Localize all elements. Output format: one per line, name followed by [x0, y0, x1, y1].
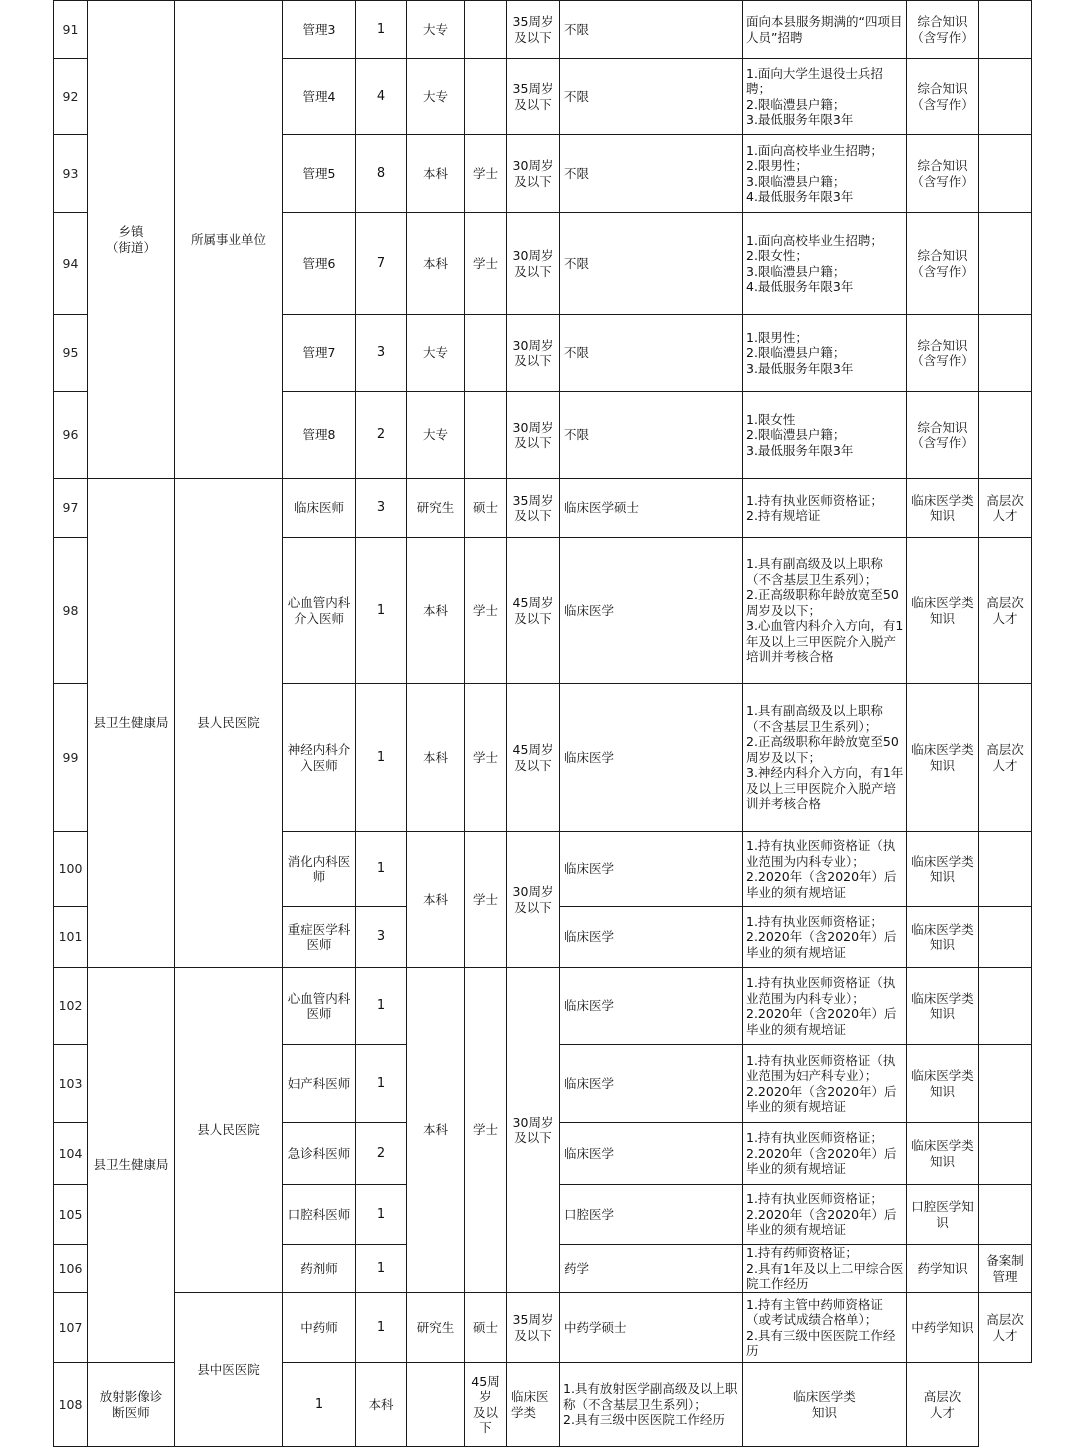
- age-cell: 35周岁 及以下: [507, 1, 560, 59]
- position-cell: 管理8: [283, 392, 356, 479]
- major-cell: 临床医学: [560, 968, 743, 1045]
- department-cell: 乡镇 （街道）: [88, 1, 175, 479]
- major-cell: 临床医学硕士: [560, 479, 743, 538]
- position-cell: 中药师: [283, 1293, 356, 1363]
- degree-cell: [465, 315, 507, 392]
- exam-cell: 临床医学类 知识: [907, 1045, 979, 1123]
- count-cell: 1: [356, 684, 407, 832]
- exam-cell: 综合知识 （含写作）: [907, 315, 979, 392]
- requirements-cell: 1.持有执业医师资格证； 2.2020年（含2020年）后毕业的须有规培证: [743, 1123, 907, 1185]
- education-cell: 研究生: [407, 1293, 465, 1363]
- requirements-cell: 1.面向高校毕业生招聘； 2.限女性； 3.限临澧县户籍； 4.最低服务年限3年: [743, 213, 907, 315]
- requirements-cell: 1.限男性； 2.限临澧县户籍； 3.最低服务年限3年: [743, 315, 907, 392]
- age-cell: 45周岁 及以下: [465, 1363, 507, 1447]
- age-cell: 35周岁 及以下: [507, 1293, 560, 1363]
- major-cell: 临床医学: [560, 907, 743, 968]
- degree-cell: [465, 392, 507, 479]
- remark-cell: [979, 1045, 1032, 1123]
- degree-cell: 硕士: [465, 1293, 507, 1363]
- major-cell: 不限: [560, 59, 743, 135]
- position-cell: 管理3: [283, 1, 356, 59]
- position-cell: 急诊科医师: [283, 1123, 356, 1185]
- row-number: 95: [54, 315, 88, 392]
- remark-cell: [979, 392, 1032, 479]
- age-cell: 30周岁 及以下: [507, 315, 560, 392]
- exam-cell: 临床医学类 知识: [907, 479, 979, 538]
- major-cell: 不限: [560, 392, 743, 479]
- table-row: [54, 968, 1032, 1045]
- degree-cell: [465, 1, 507, 59]
- recruitment-table: [53, 0, 1032, 1447]
- remark-cell: [979, 59, 1032, 135]
- education-cell: 本科: [407, 135, 465, 213]
- row-number: 102: [54, 968, 88, 1045]
- exam-cell: 中药学知识: [907, 1293, 979, 1363]
- remark-cell: [979, 1, 1032, 59]
- age-cell: 30周岁 及以下: [507, 968, 560, 1293]
- requirements-cell: 1.具有副高级及以上职称（不含基层卫生系列）； 2.正高级职称年龄放宽至50周岁及以下； 3.神经内科介入方向，有1年及以上三甲医院介入脱产培训并考核合格: [743, 684, 907, 832]
- remark-cell: 高层次 人才: [979, 684, 1032, 832]
- row-number: 108: [54, 1363, 88, 1447]
- position-cell: 妇产科医师: [283, 1045, 356, 1123]
- education-cell: 大专: [407, 1, 465, 59]
- exam-cell: 综合知识 （含写作）: [907, 135, 979, 213]
- position-cell: 管理4: [283, 59, 356, 135]
- remark-cell: [979, 968, 1032, 1045]
- count-cell: 8: [356, 135, 407, 213]
- count-cell: 1: [356, 538, 407, 684]
- count-cell: 3: [356, 315, 407, 392]
- department-cell: 县卫生健康局: [88, 479, 175, 968]
- row-number: 93: [54, 135, 88, 213]
- exam-cell: 临床医学类 知识: [907, 538, 979, 684]
- table-row: [54, 1, 1032, 59]
- major-cell: 临床医学类: [507, 1363, 560, 1447]
- age-cell: 30周岁 及以下: [507, 832, 560, 968]
- major-cell: 药学: [560, 1245, 743, 1293]
- major-cell: 临床医学: [560, 538, 743, 684]
- major-cell: 口腔医学: [560, 1185, 743, 1245]
- position-cell: 神经内科介 入医师: [283, 684, 356, 832]
- degree-cell: 学士: [465, 135, 507, 213]
- degree-cell: [465, 59, 507, 135]
- requirements-cell: 1.持有执业医师资格证（执业范围为内科专业）； 2.2020年（含2020年）后毕业的须有规培证: [743, 832, 907, 907]
- remark-cell: 高层次 人才: [979, 538, 1032, 684]
- requirements-cell: 1.持有药师资格证； 2.具有1年及以上二甲综合医院工作经历: [743, 1245, 907, 1293]
- requirements-cell: 1.持有执业医师资格证（执业范围为妇产科专业）； 2.2020年（含2020年）后毕业的须有规培证: [743, 1045, 907, 1123]
- row-number: 107: [54, 1293, 88, 1363]
- requirements-cell: 1.持有执业医师资格证； 2.持有规培证: [743, 479, 907, 538]
- row-number: 98: [54, 538, 88, 684]
- count-cell: 7: [356, 213, 407, 315]
- education-cell: 大专: [407, 392, 465, 479]
- position-cell: 管理6: [283, 213, 356, 315]
- major-cell: 不限: [560, 135, 743, 213]
- position-cell: 管理5: [283, 135, 356, 213]
- major-cell: 不限: [560, 1, 743, 59]
- exam-cell: 口腔医学知 识: [907, 1185, 979, 1245]
- position-cell: 管理7: [283, 315, 356, 392]
- position-cell: 放射影像诊 断医师: [88, 1363, 175, 1447]
- age-cell: 30周岁 及以下: [507, 392, 560, 479]
- position-cell: 药剂师: [283, 1245, 356, 1293]
- degree-cell: [407, 1363, 465, 1447]
- age-cell: 45周岁 及以下: [507, 684, 560, 832]
- requirements-cell: 1.面向大学生退役士兵招聘； 2.限临澧县户籍； 3.最低服务年限3年: [743, 59, 907, 135]
- age-cell: 35周岁 及以下: [507, 479, 560, 538]
- degree-cell: 学士: [465, 213, 507, 315]
- row-number: 104: [54, 1123, 88, 1185]
- count-cell: 2: [356, 392, 407, 479]
- count-cell: 1: [283, 1363, 356, 1447]
- major-cell: 临床医学: [560, 1123, 743, 1185]
- remark-cell: 高层次 人才: [907, 1363, 979, 1447]
- row-number: 106: [54, 1245, 88, 1293]
- row-number: 103: [54, 1045, 88, 1123]
- remark-cell: [979, 135, 1032, 213]
- unit-cell: 县人民医院: [175, 968, 283, 1293]
- remark-cell: [979, 907, 1032, 968]
- exam-cell: 临床医学类 知识: [907, 1123, 979, 1185]
- degree-cell: 学士: [465, 832, 507, 968]
- education-cell: 大专: [407, 315, 465, 392]
- requirements-cell: 1.持有执业医师资格证（执业范围为内科专业）； 2.2020年（含2020年）后毕业的须有规培证: [743, 968, 907, 1045]
- requirements-cell: 1.具有放射医学副高级及以上职称（不含基层卫生系列）； 2.具有三级中医医院工作经历: [560, 1363, 743, 1447]
- row-number: 97: [54, 479, 88, 538]
- count-cell: 1: [356, 832, 407, 907]
- row-number: 94: [54, 213, 88, 315]
- remark-cell: [979, 315, 1032, 392]
- requirements-cell: 面向本县服务期满的“四项目人员”招聘: [743, 1, 907, 59]
- row-number: 96: [54, 392, 88, 479]
- table-row: [54, 1293, 1032, 1363]
- major-cell: 临床医学: [560, 684, 743, 832]
- education-cell: 研究生: [407, 479, 465, 538]
- count-cell: 1: [356, 968, 407, 1045]
- education-cell: 本科: [407, 684, 465, 832]
- position-cell: 消化内科医 师: [283, 832, 356, 907]
- exam-cell: 综合知识 （含写作）: [907, 392, 979, 479]
- unit-cell: 县中医医院: [175, 1293, 283, 1447]
- position-cell: 口腔科医师: [283, 1185, 356, 1245]
- count-cell: 3: [356, 479, 407, 538]
- count-cell: 1: [356, 1, 407, 59]
- requirements-cell: 1.持有执业医师资格证； 2.2020年（含2020年）后毕业的须有规培证: [743, 907, 907, 968]
- row-number: 99: [54, 684, 88, 832]
- remark-cell: [979, 213, 1032, 315]
- degree-cell: 学士: [465, 538, 507, 684]
- education-cell: 本科: [407, 832, 465, 968]
- count-cell: 3: [356, 907, 407, 968]
- exam-cell: 药学知识: [907, 1245, 979, 1293]
- requirements-cell: 1.面向高校毕业生招聘； 2.限男性； 3.限临澧县户籍； 4.最低服务年限3年: [743, 135, 907, 213]
- count-cell: 1: [356, 1245, 407, 1293]
- exam-cell: 临床医学类 知识: [907, 684, 979, 832]
- requirements-cell: 1.持有主管中药师资格证（或考试成绩合格单）； 2.具有三级中医医院工作经历: [743, 1293, 907, 1363]
- row-number: 100: [54, 832, 88, 907]
- requirements-cell: 1.持有执业医师资格证； 2.2020年（含2020年）后毕业的须有规培证: [743, 1185, 907, 1245]
- education-cell: 本科: [407, 213, 465, 315]
- count-cell: 1: [356, 1045, 407, 1123]
- remark-cell: 高层次 人才: [979, 1293, 1032, 1363]
- education-cell: 大专: [407, 59, 465, 135]
- remark-cell: 高层次 人才: [979, 479, 1032, 538]
- remark-cell: [979, 1185, 1032, 1245]
- count-cell: 1: [356, 1185, 407, 1245]
- count-cell: 4: [356, 59, 407, 135]
- major-cell: 临床医学: [560, 1045, 743, 1123]
- requirements-cell: 1.具有副高级及以上职称（不含基层卫生系列）； 2.正高级职称年龄放宽至50周岁及以下； 3.心血管内科介入方向，有1年及以上三甲医院介入脱产培训并考核合格: [743, 538, 907, 684]
- degree-cell: 硕士: [465, 479, 507, 538]
- row-number: 105: [54, 1185, 88, 1245]
- major-cell: 不限: [560, 315, 743, 392]
- degree-cell: 学士: [465, 684, 507, 832]
- exam-cell: 临床医学类 知识: [907, 832, 979, 907]
- exam-cell: 临床医学类 知识: [907, 907, 979, 968]
- table-row: [54, 479, 1032, 538]
- department-cell: 县卫生健康局: [88, 968, 175, 1363]
- major-cell: 临床医学: [560, 832, 743, 907]
- education-cell: 本科: [356, 1363, 407, 1447]
- age-cell: 45周岁 及以下: [507, 538, 560, 684]
- exam-cell: 综合知识 （含写作）: [907, 213, 979, 315]
- row-number: 92: [54, 59, 88, 135]
- position-cell: 心血管内科 医师: [283, 968, 356, 1045]
- position-cell: 重症医学科 医师: [283, 907, 356, 968]
- age-cell: 30周岁 及以下: [507, 213, 560, 315]
- age-cell: 30周岁 及以下: [507, 135, 560, 213]
- unit-cell: 所属事业单位: [175, 1, 283, 479]
- age-cell: 35周岁 及以下: [507, 59, 560, 135]
- remark-cell: [979, 832, 1032, 907]
- requirements-cell: 1.限女性 2.限临澧县户籍； 3.最低服务年限3年: [743, 392, 907, 479]
- remark-cell: 备案制 管理: [979, 1245, 1032, 1293]
- row-number: 91: [54, 1, 88, 59]
- major-cell: 不限: [560, 213, 743, 315]
- exam-cell: 综合知识 （含写作）: [907, 59, 979, 135]
- count-cell: 1: [356, 1293, 407, 1363]
- count-cell: 2: [356, 1123, 407, 1185]
- position-cell: 临床医师: [283, 479, 356, 538]
- remark-cell: [979, 1123, 1032, 1185]
- row-number: 101: [54, 907, 88, 968]
- major-cell: 中药学硕士: [560, 1293, 743, 1363]
- education-cell: 本科: [407, 538, 465, 684]
- unit-cell: 县人民医院: [175, 479, 283, 968]
- exam-cell: 综合知识 （含写作）: [907, 1, 979, 59]
- degree-cell: 学士: [465, 968, 507, 1293]
- exam-cell: 临床医学类 知识: [907, 968, 979, 1045]
- education-cell: 本科: [407, 968, 465, 1293]
- exam-cell: 临床医学类 知识: [743, 1363, 907, 1447]
- position-cell: 心血管内科 介入医师: [283, 538, 356, 684]
